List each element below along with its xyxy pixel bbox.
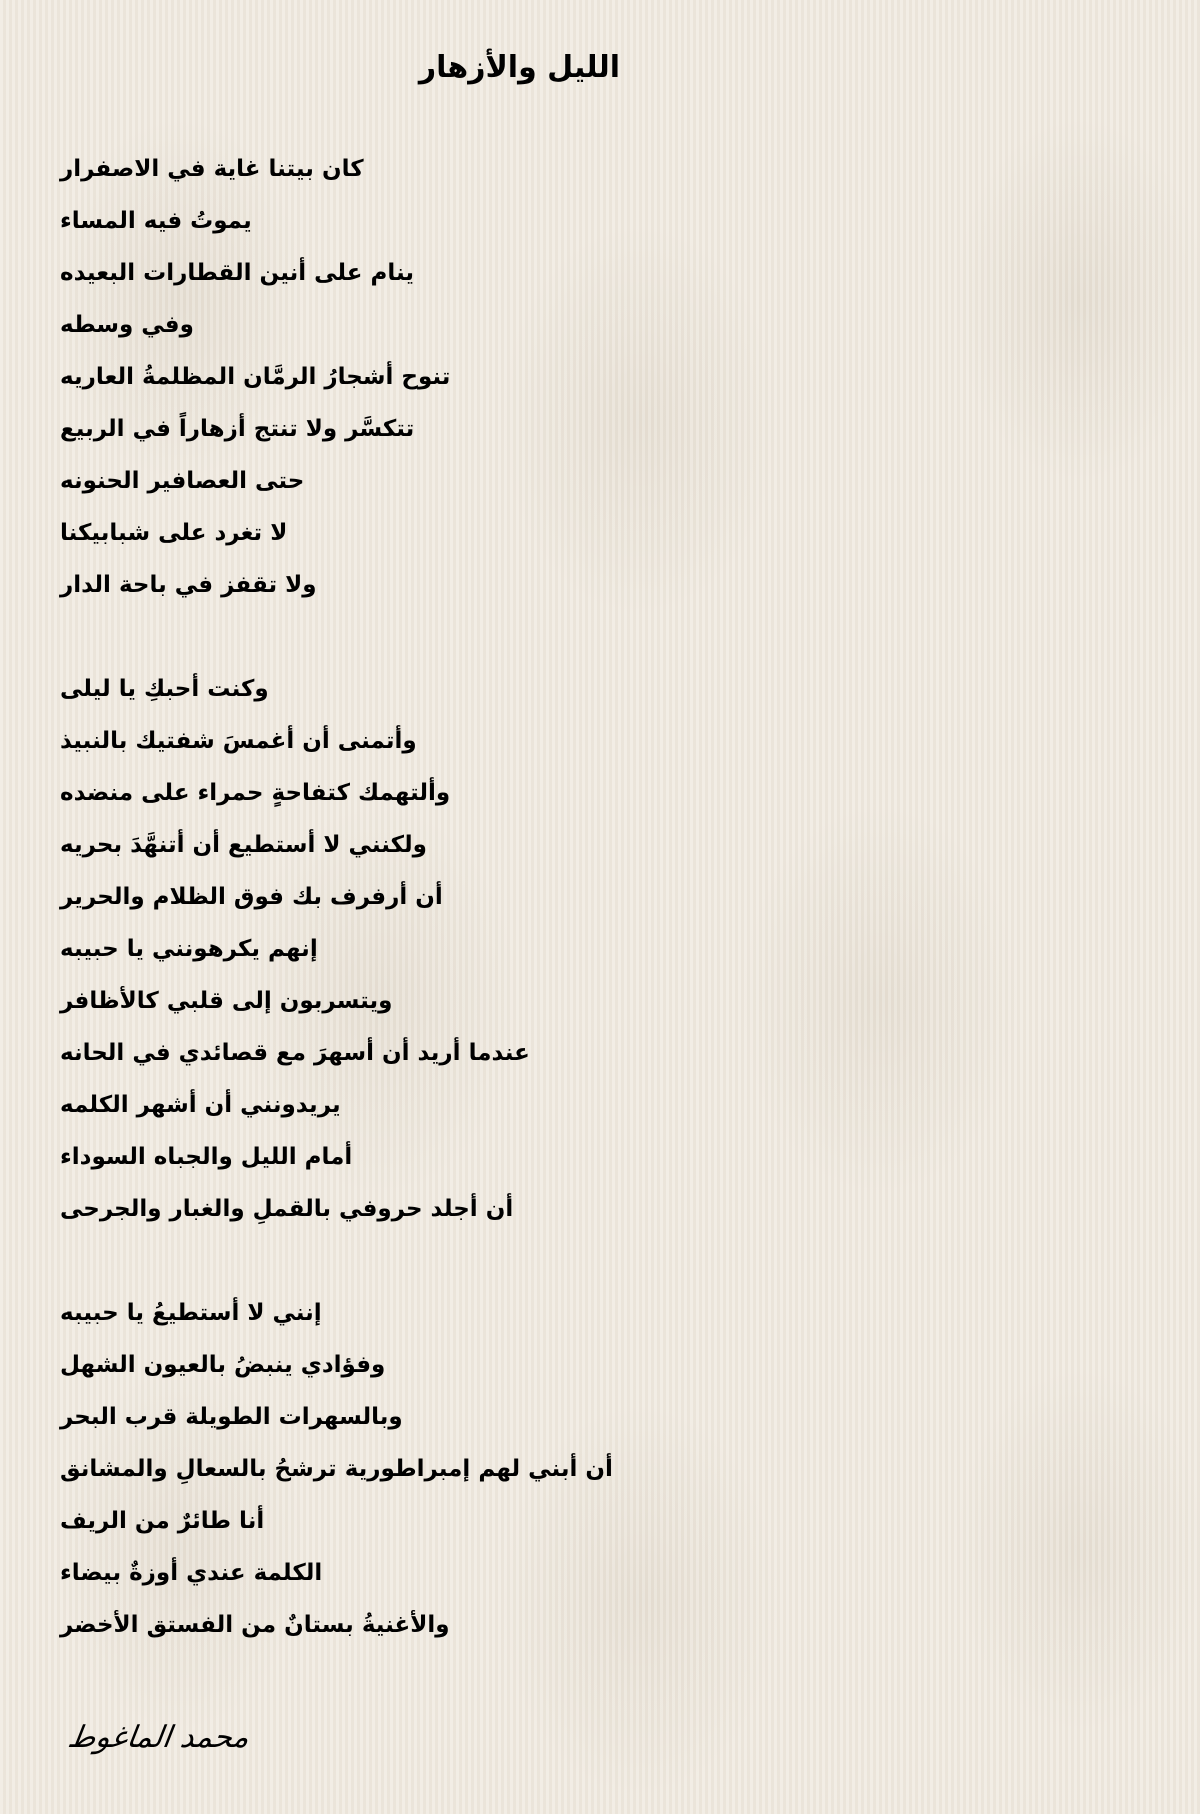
poem-line: وفؤادي ينبضُ بالعيون الشهل (60, 1352, 386, 1378)
poem-line: إنني لا أستطيعُ يا حبيبه (60, 1300, 322, 1326)
poem-line: ويتسربون إلى قلبي كالأظافر (60, 988, 393, 1014)
poem-line: كان بيتنا غاية في الاصفرار (60, 156, 364, 182)
poem-line: لا تغرد على شبابيكنا (60, 520, 288, 546)
stanza-3 (60, 1287, 620, 1651)
poem-line: ولا تقفز في باحة الدار (60, 572, 317, 598)
poem-line: يموتُ فيه المساء (60, 208, 252, 234)
poem-line: وفي وسطه (60, 312, 194, 338)
poem-line: ينام على أنين القطارات البعيده (60, 260, 415, 286)
stanza-2 (60, 663, 620, 1235)
poem-title: الليل والأزهار (418, 50, 620, 85)
poem-line: أنا طائرٌ من الريف (60, 1508, 265, 1534)
poem-line: والأغنيةُ بستانٌ من الفستق الأخضر (60, 1612, 450, 1638)
poem-line: أن أبني لهم إمبراطورية ترشحُ بالسعالِ والمشانق (60, 1456, 613, 1482)
poem-line: أمام الليل والجباه السوداء (60, 1144, 353, 1170)
poem-line: يريدونني أن أشهر الكلمه (60, 1092, 341, 1118)
poet-signature: محمد الماغوط (65, 1720, 252, 1755)
poem-line: الكلمة عندي أوزةٌ بيضاء (60, 1560, 323, 1586)
poem-page (60, 50, 620, 1651)
poem-line: تنوح أشجارُ الرمَّان المظلمةُ العاريه (60, 364, 451, 390)
poem-line: تتكسَّر ولا تنتج أزهاراً في الربيع (60, 416, 415, 442)
poem-line: وأتمنى أن أغمسَ شفتيك بالنبيذ (60, 728, 417, 754)
poem-line: عندما أريد أن أسهرَ مع قصائدي في الحانه (60, 1040, 530, 1066)
poem-line: أن أرفرف بك فوق الظلام والحرير (60, 884, 443, 910)
poem-line: ولكنني لا أستطيع أن أتنهَّدَ بحريه (60, 832, 427, 858)
poem-line: وبالسهرات الطويلة قرب البحر (60, 1404, 403, 1430)
stanza-1 (60, 143, 620, 611)
poem-line: حتى العصافير الحنونه (60, 468, 305, 494)
poem-line: أن أجلد حروفي بالقملِ والغبار والجرحى (60, 1196, 514, 1222)
stanza-list (60, 143, 620, 1651)
poem-line: وكنت أحبكِ يا ليلى (60, 676, 269, 702)
poem-line: وألتهمك كتفاحةٍ حمراء على منضده (60, 780, 451, 806)
poem-line: إنهم يكرهونني يا حبيبه (60, 936, 318, 962)
